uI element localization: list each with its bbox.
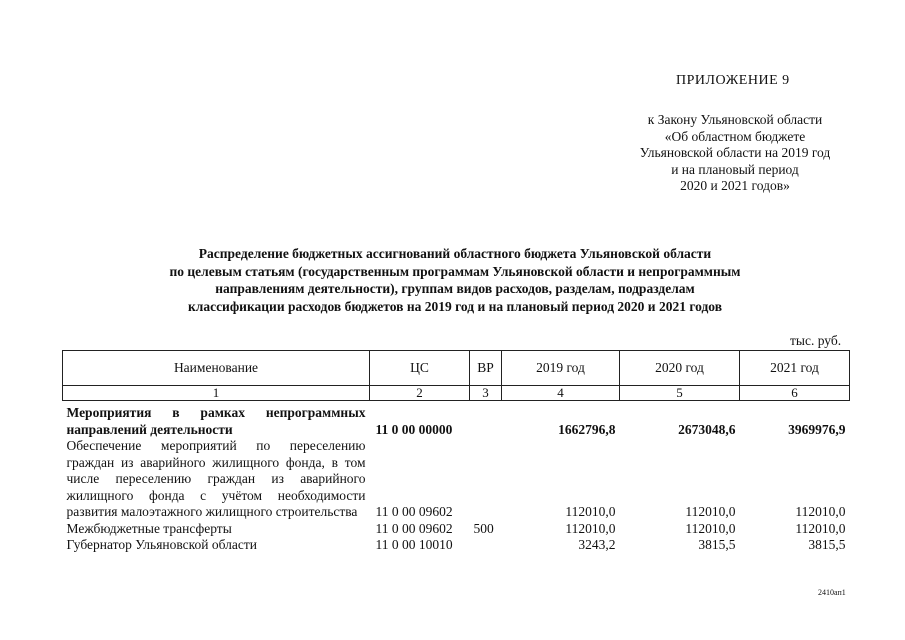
row-name: Обеспечение мероприятий по переселению граждан из аварийного жилищного фонда, в том числе переселению граждан из аварийного жилищного фонда с учётом необходимости развития малоэтажного жилищного строительства	[66, 438, 366, 519]
table-row	[63, 438, 850, 521]
column-number: 1	[63, 386, 370, 401]
law-reference	[600, 112, 870, 195]
column-number: 3	[470, 386, 502, 401]
row-vr	[470, 401, 502, 439]
document-heading	[95, 245, 815, 315]
law-reference-line: «Об областном бюджете	[664, 128, 806, 144]
row-2020: 3815,5	[698, 537, 736, 552]
header-2019: 2019 год	[502, 351, 620, 386]
row-2019: 112010,0	[565, 520, 616, 536]
row-name: Губернатор Ульяновской области	[66, 537, 258, 552]
column-number-row	[63, 386, 850, 401]
row-name: Межбюджетные трансферты	[66, 520, 232, 536]
header-vr: ВР	[470, 351, 502, 386]
units-label: тыс. руб.	[790, 333, 842, 348]
heading-line: по целевым статьям (государственным программам Ульяновской области и непрограммным	[169, 263, 741, 279]
table-row	[63, 537, 850, 554]
heading-line: Распределение бюджетных ассигнований областного бюджета Ульяновской области	[198, 246, 712, 261]
row-2019: 3243,2	[578, 537, 616, 552]
law-reference-line: 2020 и 2021 годов»	[680, 178, 790, 193]
column-number: 4	[502, 386, 620, 401]
header-row	[63, 351, 850, 386]
appendix-title: ПРИЛОЖЕНИЕ 9	[676, 73, 790, 88]
row-cs: 11 0 00 00000	[375, 421, 453, 437]
column-number: 6	[740, 386, 850, 401]
row-2021: 112010,0	[795, 520, 846, 536]
table-row	[63, 401, 850, 439]
header-2020: 2020 год	[620, 351, 740, 386]
law-reference-line: и на плановый период	[671, 161, 799, 177]
row-2019: 1662796,8	[558, 421, 616, 437]
law-reference-line: Ульяновской области на 2019 год	[639, 145, 831, 160]
row-2020: 2673048,6	[678, 421, 736, 437]
row-vr: 500	[473, 520, 494, 536]
page-code: 2410ап1	[818, 588, 846, 597]
column-number: 2	[370, 386, 470, 401]
heading-line: направлениям деятельности), группам видов расходов, разделам, подразделам	[215, 281, 695, 296]
row-2020: 112010,0	[685, 504, 736, 519]
row-vr	[470, 438, 502, 521]
header-2021: 2021 год	[740, 351, 850, 386]
budget-table	[62, 350, 850, 554]
row-2021: 112010,0	[795, 504, 846, 519]
header-cs: ЦС	[370, 351, 470, 386]
law-reference-line: к Закону Ульяновской области	[647, 112, 823, 127]
row-2021: 3969976,9	[788, 421, 846, 437]
row-2021: 3815,5	[808, 537, 846, 552]
row-cs: 11 0 00 09602	[375, 504, 453, 519]
table-row	[63, 521, 850, 538]
row-vr	[470, 537, 502, 554]
row-2019: 112010,0	[565, 504, 616, 519]
heading-line: классификации расходов бюджетов на 2019 год и на плановый период 2020 и 2021 годов	[187, 298, 723, 314]
header-name: Наименование	[63, 351, 370, 386]
row-cs: 11 0 00 09602	[375, 520, 453, 536]
column-number: 5	[620, 386, 740, 401]
row-2020: 112010,0	[685, 520, 736, 536]
row-cs: 11 0 00 10010	[375, 537, 453, 552]
row-name: Мероприятия в рамках непрограммных направлений деятельности	[66, 405, 366, 437]
